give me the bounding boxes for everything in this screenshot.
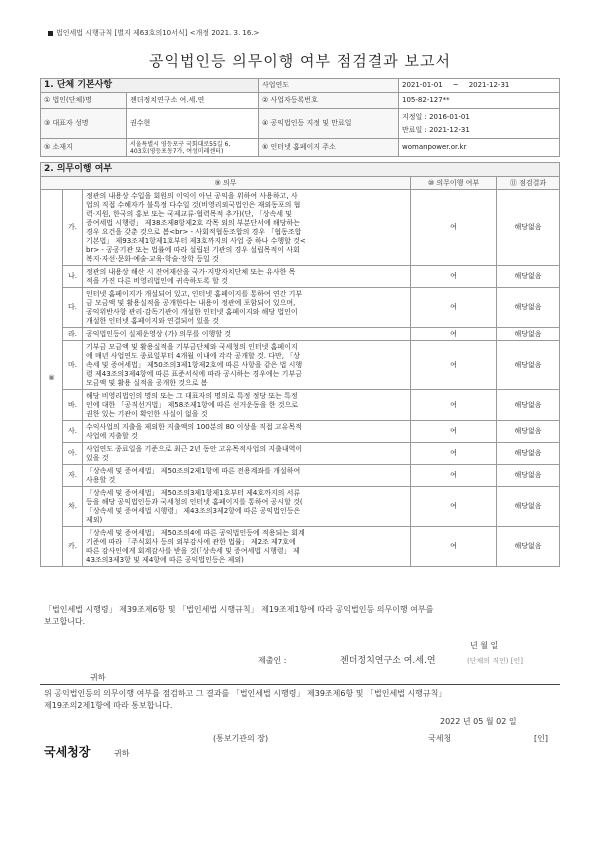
duty-description-line: 개설한 인터넷 홈페이지와 연결되어 있을 것	[86, 316, 219, 325]
duty-description-line: 있을 것	[86, 453, 109, 462]
section1-heading: 1. 단체 기본사항	[41, 79, 259, 93]
notification-statement	[44, 688, 560, 712]
duty-description-line: 제외)	[86, 515, 103, 524]
duty-row	[41, 443, 560, 465]
duty-description-line: 기준에 따라 「주식회사 등의 외부감사에 관한 법률」 제2조 제7호에	[86, 537, 296, 546]
duty-description-line: 사업에 지출할 것	[86, 431, 138, 440]
notifying-org-label: (통보기관의 장)	[213, 734, 269, 743]
report-statement-line1: 「법인세법 시행령」 제39조제6항 및 「법인세법 시행규칙」 제19조제1항에 따라 공익법인등 의무이행 여부를	[44, 605, 434, 614]
duty-item-key: 가.	[63, 190, 83, 266]
divider	[40, 684, 560, 685]
duty-item-key: 다.	[63, 288, 83, 328]
recipient-name: 국세청장	[44, 745, 91, 759]
submitter-label: 제출인 :	[258, 656, 287, 665]
duty-row	[41, 341, 560, 390]
address-line-1: 서울특별시 영등포구 국회대로55길 6,	[130, 140, 231, 148]
duty-description-line: 정관의 내용상 해산 시 잔여재산을 국가·지방자치단체 또는 유사한 목	[86, 267, 296, 276]
duty-table	[40, 162, 560, 567]
duty-description-line: 모금액 및 활용 실적을 공개한 것으로 봄	[86, 378, 208, 387]
designation-value	[399, 109, 560, 139]
duty-description	[83, 443, 411, 465]
address-line-2: 403호(영등포동7가, 여성미래센터)	[130, 147, 224, 155]
duty-result-value: 해당없음	[497, 190, 560, 266]
org-name-value: 젠더정치연구소 여.세.연	[127, 93, 259, 109]
duty-result-value: 해당없음	[497, 443, 560, 465]
duty-result-value: 해당없음	[497, 328, 560, 341]
submitter-name: 젠더정치연구소 여.세.연	[340, 656, 436, 666]
duty-description-line: 「상속세 및 증여세법」 제50조의3제1항제1호부터 제4호까지의 서류	[86, 488, 301, 497]
duty-done-value: 여	[411, 266, 497, 288]
duty-description-line: 력·지원, 한국의 홍보 또는 국제교류·협력목적 추가)(단, 「상속세 및	[86, 209, 292, 218]
duty-result-value: 해당없음	[497, 487, 560, 527]
duty-description	[83, 487, 411, 527]
duty-description	[83, 421, 411, 443]
year-to: 2021-12-31	[468, 81, 510, 89]
duty-done-value: 여	[411, 341, 497, 390]
business-reg-value: 105-82-127**	[399, 93, 560, 109]
duty-description-line: 권한 있는 기관이 확인한 사실이 없을 것	[86, 409, 208, 418]
duty-description-line: 금 모금액 및 활용실적을 공개한다는 내용이 정관에 포함되어 있으며,	[86, 298, 296, 307]
duty-item-key: 자.	[63, 465, 83, 487]
duty-description-line: 공익위반사항 관리·감독기관이 개설한 인터넷 홈페이지와 해당 법인이	[86, 307, 298, 316]
year-tilde: ~	[452, 81, 459, 89]
duty-result-value: 해당없음	[497, 390, 560, 421]
duty-description	[83, 266, 411, 288]
basic-info-table	[40, 78, 560, 157]
duty-row	[41, 288, 560, 328]
duty-done-value: 여	[411, 465, 497, 487]
duty-item-key: 바.	[63, 390, 83, 421]
duty-description-line: 「상속세 및 증여세법」 제50조의4에 따른 공익법인등에 적용되는 회계	[86, 528, 305, 537]
business-reg-label: ② 사업자등록번호	[259, 93, 399, 109]
notification-date: 2022 년 05 월 02 일	[440, 717, 517, 726]
duty-description-line: 속세 및 증여세법」 제50조의3제1항제2호에 따른 사항을 같은 법 시행	[86, 360, 303, 369]
duty-result-value: 해당없음	[497, 421, 560, 443]
duty-row	[41, 266, 560, 288]
address-label: ⑤ 소재지	[41, 139, 127, 157]
duty-row	[41, 527, 560, 567]
duty-description-line: 인에 대한 「공직선거법」 제58조제1항에 따른 선거운동을 한 것으로	[86, 400, 298, 409]
duty-description-line: 따른 감사인에게 회계감사를 받을 것(「상속세 및 증여세법 시행령」 제	[86, 546, 300, 555]
duty-done-value: 여	[411, 527, 497, 567]
duty-done-value: 여	[411, 487, 497, 527]
duty-result-value: 해당없음	[497, 266, 560, 288]
duty-description-line: 령 제43조의3제4항에 따른 표준서식에 따라 공시하는 경우에는 기부금	[86, 369, 302, 378]
duty-description-line: 43조의3제3항 및 제4항에 따른 공익법인등은 제외)	[86, 555, 244, 564]
document-title: 공익법인등 의무이행 여부 점검결과 보고서	[149, 52, 451, 70]
duty-description-line: 등을 해당 공익법인등과 국세청의 인터넷 홈페이지를 통하여 공시할 것(	[86, 497, 303, 506]
form-header-note	[48, 28, 259, 38]
notification-line1: 위 공익법인등의 의무이행 여부를 점검하고 그 결과를 「법인세법 시행령」 제39조제6항 및 「법인세법 시행규칙」	[44, 689, 447, 698]
duty-item-key: 라.	[63, 328, 83, 341]
report-date: 년 월 일	[470, 641, 499, 650]
form-header-text: 법인세법 시행규칙 [별지 제63호의10서식] <개정 2021. 3. 16.>	[56, 29, 260, 37]
report-statement	[44, 604, 560, 628]
duty-description-line: 업의 직접 수혜자가 불특정 다수일 것(비영리외국법인은 재외동포의 협	[86, 200, 301, 209]
duty-item-key: 카.	[63, 527, 83, 567]
address-value	[127, 139, 259, 157]
report-statement-line2: 보고합니다.	[44, 617, 86, 626]
square-bullet-icon	[48, 31, 53, 36]
duty-column-header: ⑨ 의무	[41, 177, 411, 190]
duty-description-line: 해당 비영리법인의 명의 또는 그 대표자의 명의로 특정 정당 또는 특정	[86, 391, 298, 400]
year-from: 2021-01-01	[402, 81, 443, 89]
done-column-header: ⑩ 의무이행 여부	[411, 177, 497, 190]
duty-done-value: 여	[411, 421, 497, 443]
duty-result-value: 해당없음	[497, 288, 560, 328]
duty-row	[41, 390, 560, 421]
duty-done-value: 여	[411, 328, 497, 341]
submitter-stamp: (단체의 직인) [인]	[467, 657, 523, 665]
duty-description	[83, 328, 411, 341]
section2-heading: 2. 의무이행 여부	[41, 163, 560, 177]
duty-row	[41, 328, 560, 341]
duty-description	[83, 190, 411, 266]
duty-description	[83, 288, 411, 328]
duty-item-key: 사.	[63, 421, 83, 443]
fiscal-year-range	[399, 79, 560, 93]
duty-description-line: 복지·자선·문화·예술·교육·학술·장학 등일 것	[86, 254, 219, 263]
representative-value: 권수현	[127, 109, 259, 139]
notifying-org-name: 국세청	[428, 734, 452, 743]
duty-description	[83, 527, 411, 567]
duty-done-value: 여	[411, 288, 497, 328]
duty-description-line: 수익사업의 지출을 제외한 지출액의 100분의 80 이상을 직접 고유목적	[86, 422, 302, 431]
duty-result-value: 해당없음	[497, 465, 560, 487]
duty-description-line: 「상속세 및 증여세법 시행령」 제43조의3제2항에 따른 공익법인등은	[86, 506, 301, 515]
duty-description-line: 기본법」 제93조제1항제1호부터 제3호까지의 사업 중 하나 수행할 것<	[86, 236, 306, 245]
honorific-1: 귀하	[90, 673, 106, 682]
fiscal-year-label: 사업연도	[259, 79, 399, 93]
duty-row	[41, 421, 560, 443]
designation-label: ④ 공익법인등 지정 및 만료일	[259, 109, 399, 139]
duty-description	[83, 390, 411, 421]
duty-result-value: 해당없음	[497, 341, 560, 390]
duty-item-key: 마.	[63, 341, 83, 390]
homepage-value: womanpower.or.kr	[399, 139, 560, 157]
duty-result-value: 해당없음	[497, 527, 560, 567]
duty-description-line: 경우 요건을 갖춘 것으로 봄<br> - 사회적협동조합의 경우 「협동조합	[86, 227, 302, 236]
duty-done-value: 여	[411, 390, 497, 421]
representative-label: ③ 대표자 성명	[41, 109, 127, 139]
duty-description-line: 「상속세 및 증여세법」 제50조의2제1항에 따른 전용계좌를 개설하여	[86, 466, 301, 475]
duty-description-line: 에 매년 사업연도 종료일부터 4개월 이내에 각각 공개할 것. 다만, 「상	[86, 351, 300, 360]
duty-description-line: 적을 가진 다른 비영리법인에 귀속하도록 할 것	[86, 276, 228, 285]
duty-row	[41, 190, 560, 266]
duty-row	[41, 465, 560, 487]
duty-description-line: 인터넷 홈페이지가 개설되어 있고, 인터넷 홈페이지를 통하여 연간 기부	[86, 289, 303, 298]
homepage-label: ⑥ 인터넷 홈페이지 주소	[259, 139, 399, 157]
duty-description-line: br> - 공공기관 또는 법률에 따라 설립된 기관의 경우 설립목적이 사회	[86, 245, 300, 254]
duty-description-line: 증여세법 시행령」 제38조제8항제2호 각목 외의 부분단서에 해당하는	[86, 218, 300, 227]
duty-item-key: 차.	[63, 487, 83, 527]
duty-description	[83, 341, 411, 390]
designation-start: 지정일 : 2016-01-01	[402, 112, 470, 121]
duty-description-line: 사용할 것	[86, 475, 116, 484]
duty-row	[41, 487, 560, 527]
org-name-label: ① 법인(단체)명	[41, 93, 127, 109]
duty-item-key: 나.	[63, 266, 83, 288]
duty-group-label: ⑧	[41, 190, 63, 567]
duty-done-value: 여	[411, 443, 497, 465]
duty-item-key: 아.	[63, 443, 83, 465]
designation-end: 만료일 : 2021-12-31	[402, 125, 470, 134]
duty-description-line: 기부금 모금액 및 활용실적을 기부금단체와 국세청의 인터넷 홈페이지	[86, 342, 298, 351]
notifying-org-stamp: [인]	[534, 734, 548, 743]
duty-description	[83, 465, 411, 487]
honorific-2: 귀하	[114, 749, 130, 758]
duty-description-line: 공익법인등이 실제운영상 (가) 의무를 이행할 것	[86, 329, 232, 338]
duty-description-line: 정관의 내용상 수입을 회원의 이익이 아닌 공익을 위하여 사용하고, 사	[86, 191, 298, 200]
duty-done-value: 여	[411, 190, 497, 266]
result-column-header: ⑪ 점검결과	[497, 177, 560, 190]
notification-line2: 제19조의2제1항에 따라 통보합니다.	[44, 701, 173, 710]
duty-description-line: 사업연도 종료일을 기준으로 최근 2년 동안 고유목적사업의 지출내역이	[86, 444, 303, 453]
